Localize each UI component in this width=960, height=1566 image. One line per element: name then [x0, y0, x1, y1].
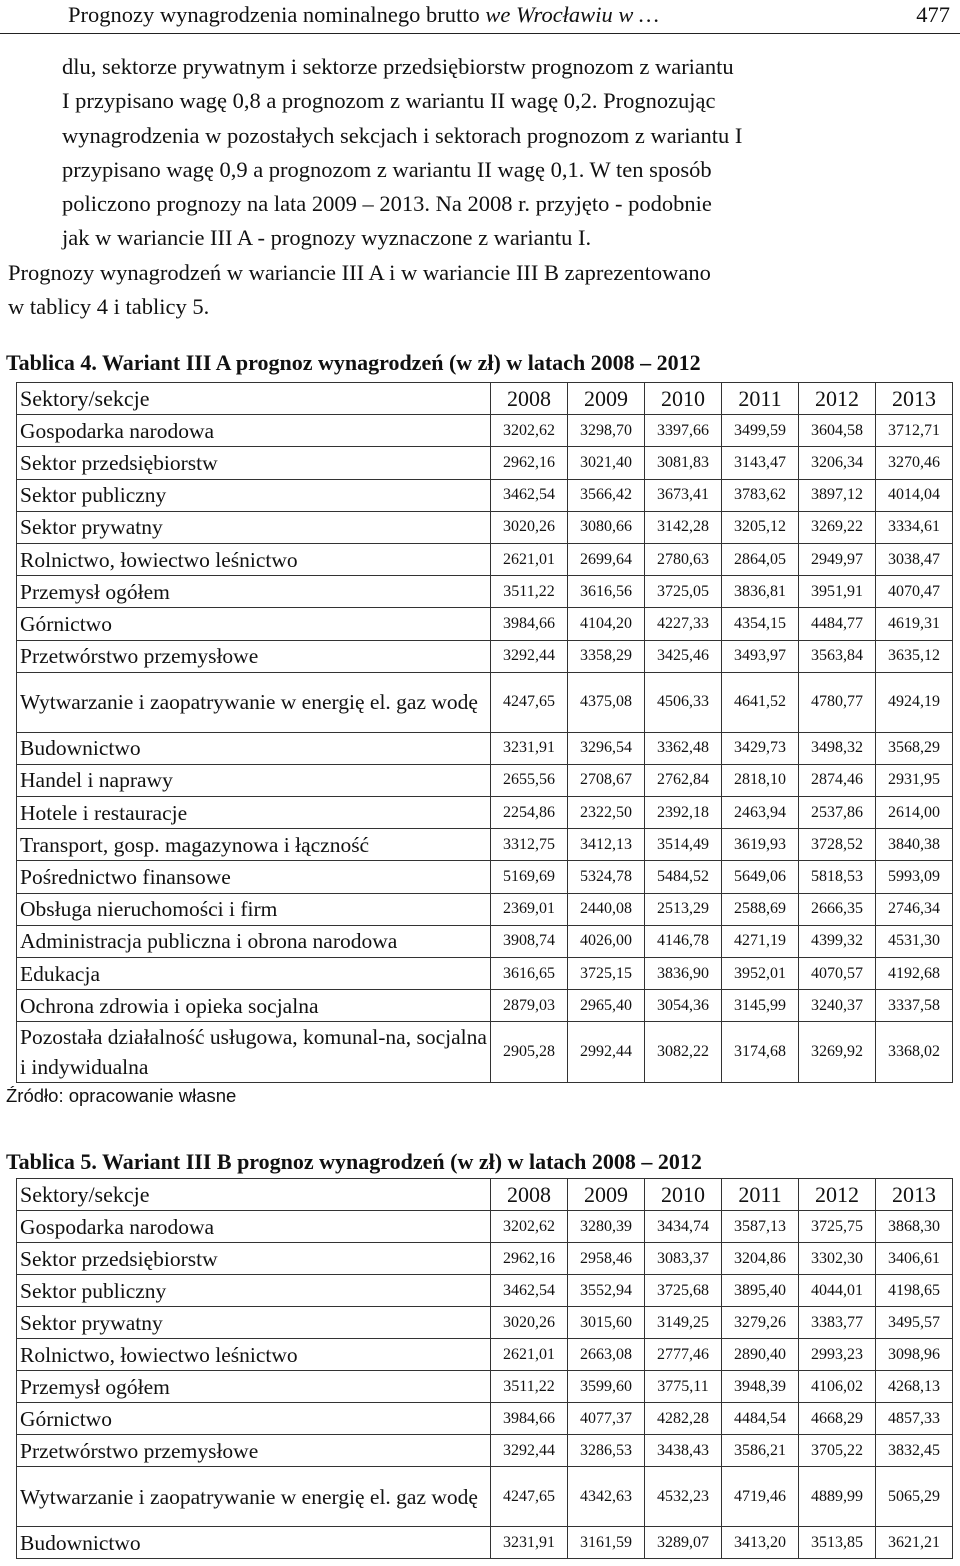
value-cell: 4399,32: [799, 925, 876, 957]
value-cell: 3292,44: [491, 640, 568, 672]
row-label-cell: Przemysł ogółem: [17, 576, 491, 608]
value-cell: 2440,08: [568, 893, 645, 925]
row-label-cell: Przemysł ogółem: [17, 1371, 491, 1403]
value-cell: 3269,92: [799, 1022, 876, 1083]
value-cell: 3412,13: [568, 829, 645, 861]
header-year-cell: 2012: [799, 1179, 876, 1211]
value-cell: 3832,45: [876, 1435, 953, 1467]
value-cell: 3362,48: [645, 732, 722, 764]
value-cell: 2879,03: [491, 990, 568, 1022]
value-cell: 3462,54: [491, 479, 568, 511]
value-cell: 3383,77: [799, 1307, 876, 1339]
value-cell: 5169,69: [491, 861, 568, 893]
value-cell: 3406,61: [876, 1243, 953, 1275]
row-label-cell: Administracja publiczna i obrona narodowa: [17, 925, 491, 957]
table-row: [17, 640, 953, 672]
value-cell: 2666,35: [799, 893, 876, 925]
value-cell: 2322,50: [568, 797, 645, 829]
row-label-cell: Sektor przedsiębiorstw: [17, 447, 491, 479]
value-cell: 2762,84: [645, 764, 722, 796]
row-label-cell: Pozostała działalność usługowa, komunal-na, socjalna i indywidualna: [17, 1022, 491, 1083]
value-cell: 3673,41: [645, 479, 722, 511]
table-row: [17, 797, 953, 829]
value-cell: 3429,73: [722, 732, 799, 764]
row-label-cell: Gospodarka narodowa: [17, 1211, 491, 1243]
value-cell: 4484,77: [799, 608, 876, 640]
value-cell: 3334,61: [876, 511, 953, 543]
value-cell: 4857,33: [876, 1403, 953, 1435]
row-label-cell: Sektor publiczny: [17, 1275, 491, 1307]
value-cell: 3289,07: [645, 1527, 722, 1559]
value-cell: 2962,16: [491, 1243, 568, 1275]
table-row: [17, 479, 953, 511]
table5: [16, 1178, 953, 1559]
value-cell: 4342,63: [568, 1467, 645, 1527]
row-label-cell: Ochrona zdrowia i opieka socjalna: [17, 990, 491, 1022]
value-cell: 4531,30: [876, 925, 953, 957]
row-label-cell: Przetwórstwo przemysłowe: [17, 640, 491, 672]
row-label-cell: Pośrednictwo finansowe: [17, 861, 491, 893]
value-cell: 5649,06: [722, 861, 799, 893]
header-year-cell: 2011: [722, 383, 799, 415]
row-label-cell: Hotele i restauracje: [17, 797, 491, 829]
value-cell: 3269,22: [799, 511, 876, 543]
paragraph-line: I przypisano wagę 0,8 a prognozom z wariantu II wagę 0,2. Prognozując: [62, 88, 716, 114]
value-cell: 3908,74: [491, 925, 568, 957]
value-cell: 2874,46: [799, 764, 876, 796]
table-row: [17, 1435, 953, 1467]
value-cell: 2965,40: [568, 990, 645, 1022]
running-title: Prognozy wynagrodzenia nominalnego brutto we Wrocławiu w …: [68, 2, 659, 27]
header-year-cell: 2008: [491, 383, 568, 415]
value-cell: 4668,29: [799, 1403, 876, 1435]
row-label-cell: Sektor przedsiębiorstw: [17, 1243, 491, 1275]
value-cell: 3725,75: [799, 1211, 876, 1243]
value-cell: 2780,63: [645, 543, 722, 575]
value-cell: 2392,18: [645, 797, 722, 829]
row-label-cell: Sektor publiczny: [17, 479, 491, 511]
row-label-cell: Rolnictwo, łowiectwo leśnictwo: [17, 1339, 491, 1371]
row-label-cell: Budownictwo: [17, 732, 491, 764]
row-label-cell: Transport, gosp. magazynowa i łączność: [17, 829, 491, 861]
running-header: [0, 0, 960, 34]
value-cell: 3397,66: [645, 415, 722, 447]
value-cell: 2621,01: [491, 1339, 568, 1371]
value-cell: 2864,05: [722, 543, 799, 575]
value-cell: 3498,32: [799, 732, 876, 764]
value-cell: 3619,93: [722, 829, 799, 861]
value-cell: 2818,10: [722, 764, 799, 796]
value-cell: 3206,34: [799, 447, 876, 479]
header-year-cell: 2012: [799, 383, 876, 415]
value-cell: 3635,12: [876, 640, 953, 672]
value-cell: 2962,16: [491, 447, 568, 479]
table-row: [17, 447, 953, 479]
table-row: [17, 608, 953, 640]
value-cell: 3231,91: [491, 732, 568, 764]
value-cell: 3337,58: [876, 990, 953, 1022]
value-cell: 4070,57: [799, 958, 876, 990]
value-cell: 3712,71: [876, 415, 953, 447]
value-cell: 4780,77: [799, 672, 876, 732]
value-cell: 2254,86: [491, 797, 568, 829]
value-cell: 3616,56: [568, 576, 645, 608]
value-cell: 3586,21: [722, 1435, 799, 1467]
value-cell: 5324,78: [568, 861, 645, 893]
table-row: [17, 1339, 953, 1371]
value-cell: 3840,38: [876, 829, 953, 861]
value-cell: 4719,46: [722, 1467, 799, 1527]
value-cell: 2655,56: [491, 764, 568, 796]
table-row: [17, 576, 953, 608]
value-cell: 3083,37: [645, 1243, 722, 1275]
value-cell: 3358,29: [568, 640, 645, 672]
value-cell: 3296,54: [568, 732, 645, 764]
value-cell: 2614,00: [876, 797, 953, 829]
value-cell: 3728,52: [799, 829, 876, 861]
value-cell: 2890,40: [722, 1339, 799, 1371]
value-cell: 3948,39: [722, 1371, 799, 1403]
header-year-cell: 2013: [876, 1179, 953, 1211]
value-cell: 3202,62: [491, 415, 568, 447]
value-cell: 2537,86: [799, 797, 876, 829]
header-label-cell: Sektory/sekcje: [17, 1179, 491, 1211]
value-cell: 4354,15: [722, 608, 799, 640]
table-row: [17, 415, 953, 447]
row-label-cell: Górnictwo: [17, 1403, 491, 1435]
table-row: [17, 732, 953, 764]
value-cell: 3568,29: [876, 732, 953, 764]
value-cell: 3015,60: [568, 1307, 645, 1339]
value-cell: 5484,52: [645, 861, 722, 893]
value-cell: 3984,66: [491, 608, 568, 640]
value-cell: 3836,81: [722, 576, 799, 608]
value-cell: 4026,00: [568, 925, 645, 957]
value-cell: 3511,22: [491, 1371, 568, 1403]
value-cell: 2992,44: [568, 1022, 645, 1083]
table-row: [17, 1307, 953, 1339]
value-cell: 3499,59: [722, 415, 799, 447]
paragraph-line: wynagrodzenia w pozostałych sekcjach i sektorach prognozom z wariantu I: [62, 122, 743, 148]
row-label-cell: Obsługa nieruchomości i firm: [17, 893, 491, 925]
value-cell: 3270,46: [876, 447, 953, 479]
table-row: [17, 1371, 953, 1403]
value-cell: 4619,31: [876, 608, 953, 640]
value-cell: 4077,37: [568, 1403, 645, 1435]
value-cell: 3462,54: [491, 1275, 568, 1307]
paragraph-line: dlu, sektorze prywatnym i sektorze przedsiębiorstw prognozom z wariantu: [62, 54, 734, 79]
value-cell: 4247,65: [491, 672, 568, 732]
value-cell: 2369,01: [491, 893, 568, 925]
value-cell: 3082,22: [645, 1022, 722, 1083]
value-cell: 2699,64: [568, 543, 645, 575]
value-cell: 3513,85: [799, 1527, 876, 1559]
header-year-cell: 2008: [491, 1179, 568, 1211]
value-cell: 5818,53: [799, 861, 876, 893]
value-cell: 3298,70: [568, 415, 645, 447]
table4: [16, 382, 953, 1083]
header-year-cell: 2013: [876, 383, 953, 415]
body-paragraph: [8, 50, 952, 324]
value-cell: 2949,97: [799, 543, 876, 575]
value-cell: 3020,26: [491, 511, 568, 543]
table5-caption: Tablica 5. Wariant III B prognoz wynagrodzeń (w zł) w latach 2008 – 2012: [6, 1149, 702, 1174]
table-row: [17, 672, 953, 732]
value-cell: 3021,40: [568, 447, 645, 479]
value-cell: 4924,19: [876, 672, 953, 732]
value-cell: 3725,05: [645, 576, 722, 608]
table-row: [17, 1211, 953, 1243]
value-cell: 3438,43: [645, 1435, 722, 1467]
value-cell: 4889,99: [799, 1467, 876, 1527]
row-label-cell: Gospodarka narodowa: [17, 415, 491, 447]
value-cell: 3174,68: [722, 1022, 799, 1083]
row-label-cell: Budownictwo: [17, 1527, 491, 1559]
value-cell: 3204,86: [722, 1243, 799, 1275]
value-cell: 2513,29: [645, 893, 722, 925]
value-cell: 3280,39: [568, 1211, 645, 1243]
row-label-cell: Górnictwo: [17, 608, 491, 640]
value-cell: 3038,47: [876, 543, 953, 575]
header-year-cell: 2011: [722, 1179, 799, 1211]
table-row: [17, 893, 953, 925]
value-cell: 2588,69: [722, 893, 799, 925]
table-row: [17, 829, 953, 861]
table-row: [17, 1275, 953, 1307]
table-row: [17, 958, 953, 990]
value-cell: 3495,57: [876, 1307, 953, 1339]
table-row: [17, 861, 953, 893]
value-cell: 3951,91: [799, 576, 876, 608]
row-label-cell: Handel i naprawy: [17, 764, 491, 796]
value-cell: 3286,53: [568, 1435, 645, 1467]
value-cell: 3587,13: [722, 1211, 799, 1243]
header-label-cell: Sektory/sekcje: [17, 383, 491, 415]
table-row: [17, 543, 953, 575]
value-cell: 4532,23: [645, 1467, 722, 1527]
value-cell: 3895,40: [722, 1275, 799, 1307]
value-cell: 3145,99: [722, 990, 799, 1022]
value-cell: 3413,20: [722, 1527, 799, 1559]
value-cell: 4146,78: [645, 925, 722, 957]
table-row: [17, 1022, 953, 1083]
value-cell: 3312,75: [491, 829, 568, 861]
value-cell: 3984,66: [491, 1403, 568, 1435]
row-label-cell: Sektor prywatny: [17, 511, 491, 543]
paragraph-line: policzono prognozy na lata 2009 – 2013. Na 2008 r. przyjęto - podobnie: [62, 191, 712, 217]
value-cell: 3897,12: [799, 479, 876, 511]
value-cell: 4271,19: [722, 925, 799, 957]
value-cell: 3775,11: [645, 1371, 722, 1403]
value-cell: 3149,25: [645, 1307, 722, 1339]
row-label-cell: Sektor prywatny: [17, 1307, 491, 1339]
value-cell: 2746,34: [876, 893, 953, 925]
value-cell: 3493,97: [722, 640, 799, 672]
value-cell: 4044,01: [799, 1275, 876, 1307]
value-cell: 4484,54: [722, 1403, 799, 1435]
table-row: [17, 1527, 953, 1559]
value-cell: 3604,58: [799, 415, 876, 447]
value-cell: 3292,44: [491, 1435, 568, 1467]
value-cell: 4282,28: [645, 1403, 722, 1435]
value-cell: 4070,47: [876, 576, 953, 608]
header-year-cell: 2010: [645, 383, 722, 415]
value-cell: 4641,52: [722, 672, 799, 732]
header-year-cell: 2009: [568, 383, 645, 415]
value-cell: 3434,74: [645, 1211, 722, 1243]
value-cell: 3231,91: [491, 1527, 568, 1559]
table-row: [17, 925, 953, 957]
value-cell: 4227,33: [645, 608, 722, 640]
value-cell: 4375,08: [568, 672, 645, 732]
value-cell: 3836,90: [645, 958, 722, 990]
value-cell: 3514,49: [645, 829, 722, 861]
value-cell: 3616,65: [491, 958, 568, 990]
table-row: [17, 990, 953, 1022]
value-cell: 3161,59: [568, 1527, 645, 1559]
table-row: [17, 764, 953, 796]
value-cell: 5993,09: [876, 861, 953, 893]
page-number: 477: [916, 2, 950, 27]
value-cell: 3425,46: [645, 640, 722, 672]
value-cell: 2958,46: [568, 1243, 645, 1275]
table4-caption: Tablica 4. Wariant III A prognoz wynagrodzeń (w zł) w latach 2008 – 2012: [6, 350, 701, 375]
value-cell: 4198,65: [876, 1275, 953, 1307]
value-cell: 3368,02: [876, 1022, 953, 1083]
value-cell: 4268,13: [876, 1371, 953, 1403]
value-cell: 2463,94: [722, 797, 799, 829]
value-cell: 4014,04: [876, 479, 953, 511]
row-label-cell: Wytwarzanie i zaopatrywanie w energię el. gaz wodę: [17, 672, 491, 732]
value-cell: 3020,26: [491, 1307, 568, 1339]
value-cell: 2777,46: [645, 1339, 722, 1371]
value-cell: 3783,62: [722, 479, 799, 511]
value-cell: 4247,65: [491, 1467, 568, 1527]
value-cell: 3725,15: [568, 958, 645, 990]
value-cell: 4106,02: [799, 1371, 876, 1403]
paragraph-line: Prognozy wynagrodzeń w wariancie III A i w wariancie III B zaprezentowano: [8, 259, 711, 285]
value-cell: 3098,96: [876, 1339, 953, 1371]
value-cell: 3725,68: [645, 1275, 722, 1307]
value-cell: 3599,60: [568, 1371, 645, 1403]
value-cell: 4192,68: [876, 958, 953, 990]
value-cell: 2708,67: [568, 764, 645, 796]
row-label-cell: Wytwarzanie i zaopatrywanie w energię el. gaz wodę: [17, 1467, 491, 1527]
row-label-cell: Przetwórstwo przemysłowe: [17, 1435, 491, 1467]
value-cell: 3566,42: [568, 479, 645, 511]
value-cell: 3143,47: [722, 447, 799, 479]
value-cell: 2931,95: [876, 764, 953, 796]
row-label-cell: Edukacja: [17, 958, 491, 990]
value-cell: 2621,01: [491, 543, 568, 575]
value-cell: 3552,94: [568, 1275, 645, 1307]
paragraph-line: jak w wariancie III A - prognozy wyznaczone z wariantu I.: [62, 225, 592, 251]
table-row: [17, 1243, 953, 1275]
value-cell: 3202,62: [491, 1211, 568, 1243]
header-year-cell: 2010: [645, 1179, 722, 1211]
table-row: [17, 511, 953, 543]
value-cell: 3240,37: [799, 990, 876, 1022]
value-cell: 3563,84: [799, 640, 876, 672]
value-cell: 3081,83: [645, 447, 722, 479]
value-cell: 3080,66: [568, 511, 645, 543]
value-cell: 3511,22: [491, 576, 568, 608]
value-cell: 3279,26: [722, 1307, 799, 1339]
value-cell: 3621,21: [876, 1527, 953, 1559]
value-cell: 3868,30: [876, 1211, 953, 1243]
source-note: Źródło: opracowanie własne: [6, 1085, 237, 1106]
value-cell: 3705,22: [799, 1435, 876, 1467]
paragraph-line: przypisano wagę 0,9 a prognozom z wariantu II wagę 0,1. W ten sposób: [62, 156, 712, 182]
value-cell: 3302,30: [799, 1243, 876, 1275]
row-label-cell: Rolnictwo, łowiectwo leśnictwo: [17, 543, 491, 575]
value-cell: 3952,01: [722, 958, 799, 990]
value-cell: 2663,08: [568, 1339, 645, 1371]
header-year-cell: 2009: [568, 1179, 645, 1211]
table-row: [17, 1403, 953, 1435]
value-cell: 3142,28: [645, 511, 722, 543]
value-cell: 5065,29: [876, 1467, 953, 1527]
value-cell: 4506,33: [645, 672, 722, 732]
paragraph-line: w tablicy 4 i tablicy 5.: [8, 294, 210, 320]
value-cell: 2993,23: [799, 1339, 876, 1371]
value-cell: 2905,28: [491, 1022, 568, 1083]
table-row: [17, 1467, 953, 1527]
value-cell: 4104,20: [568, 608, 645, 640]
value-cell: 3054,36: [645, 990, 722, 1022]
value-cell: 3205,12: [722, 511, 799, 543]
